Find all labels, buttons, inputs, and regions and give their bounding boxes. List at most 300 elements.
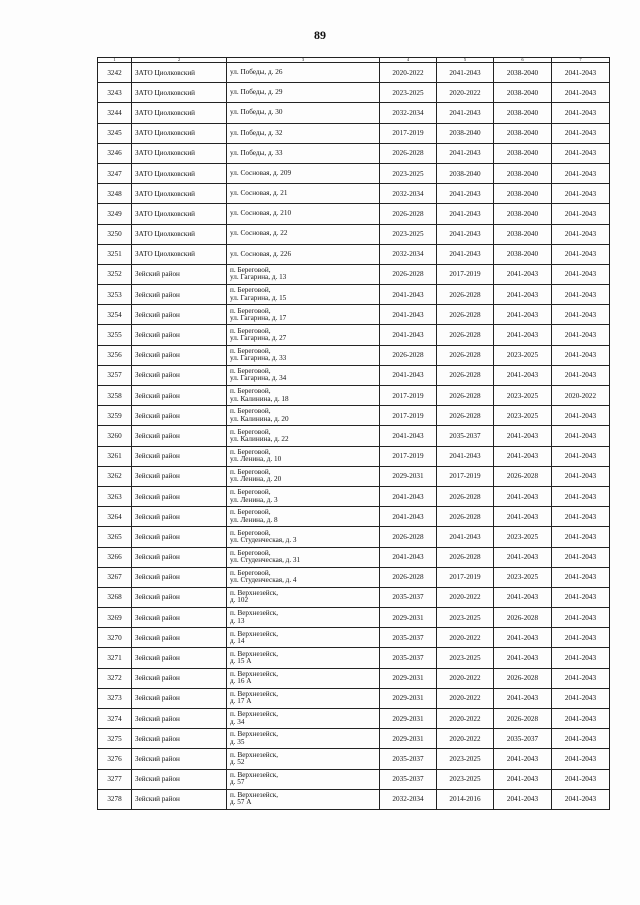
period-cell: 2026-2028	[494, 466, 552, 486]
row-number: 3268	[98, 587, 132, 607]
period-cell: 2041-2043	[494, 325, 552, 345]
period-cell: 2041-2043	[552, 305, 610, 325]
period-cell: 2041-2043	[552, 749, 610, 769]
table-row	[98, 587, 610, 607]
address-cell	[227, 446, 380, 466]
row-number: 3275	[98, 729, 132, 749]
period-cell: 2029-2031	[380, 688, 437, 708]
district-cell: Зейский район	[132, 547, 227, 567]
period-cell: 2017-2019	[437, 466, 494, 486]
address-line: ул. Студенческая, д. 3	[230, 535, 297, 544]
district-cell: ЗАТО Циолковский	[132, 224, 227, 244]
period-cell: 2041-2043	[494, 749, 552, 769]
address-line: д. 13	[230, 616, 245, 625]
period-cell: 2041-2043	[552, 224, 610, 244]
table-row	[98, 648, 610, 668]
address-cell	[227, 527, 380, 547]
period-cell: 2017-2019	[380, 123, 437, 143]
district-cell: Зейский район	[132, 567, 227, 587]
row-number: 3248	[98, 184, 132, 204]
row-number: 3254	[98, 305, 132, 325]
period-cell: 2038-2040	[494, 184, 552, 204]
table-row	[98, 547, 610, 567]
registry-table	[97, 57, 610, 810]
address-line: п. Верхнезейск,	[230, 649, 279, 658]
period-cell: 2041-2043	[552, 486, 610, 506]
period-cell: 2038-2040	[494, 83, 552, 103]
row-number: 3264	[98, 507, 132, 527]
address-line: п. Верхнезейск,	[230, 669, 279, 678]
address-line: п. Верхнезейск,	[230, 710, 279, 719]
row-number: 3251	[98, 244, 132, 264]
address-cell	[227, 365, 380, 385]
address-line: д. 17 А	[230, 697, 252, 706]
column-number: 6	[494, 58, 552, 63]
column-number: 1	[98, 58, 132, 63]
address-cell	[227, 749, 380, 769]
table-row	[98, 608, 610, 628]
address-line: п. Береговой,	[230, 407, 271, 416]
period-cell: 2041-2043	[380, 365, 437, 385]
address-cell	[227, 567, 380, 587]
address-cell	[227, 668, 380, 688]
district-cell: Зейский район	[132, 769, 227, 789]
row-number: 3253	[98, 285, 132, 305]
period-cell: 2041-2043	[552, 163, 610, 183]
column-number: 2	[132, 58, 227, 63]
address-line: п. Верхнезейск,	[230, 609, 279, 618]
row-number: 3242	[98, 63, 132, 83]
period-cell: 2041-2043	[494, 769, 552, 789]
address-line: ул. Гагарина, д. 34	[230, 374, 287, 383]
address-cell	[227, 244, 380, 264]
period-cell: 2026-2028	[437, 365, 494, 385]
period-cell: 2023-2025	[494, 527, 552, 547]
row-number: 3260	[98, 426, 132, 446]
period-cell: 2017-2019	[437, 567, 494, 587]
address-cell	[227, 386, 380, 406]
period-cell: 2017-2019	[380, 386, 437, 406]
address-line: ул. Калинина, д. 22	[230, 434, 289, 443]
period-cell: 2035-2037	[380, 648, 437, 668]
period-cell: 2041-2043	[552, 668, 610, 688]
table-row	[98, 325, 610, 345]
address-line: д. 15 А	[230, 657, 252, 666]
period-cell: 2041-2043	[552, 123, 610, 143]
address-line: ул. Ленина, д. 3	[230, 495, 278, 504]
period-cell: 2041-2043	[494, 305, 552, 325]
period-cell: 2041-2043	[494, 446, 552, 466]
period-cell: 2041-2043	[552, 567, 610, 587]
period-cell: 2041-2043	[437, 63, 494, 83]
address-line: п. Береговой,	[230, 508, 271, 517]
address-cell	[227, 184, 380, 204]
row-number: 3243	[98, 83, 132, 103]
address-line: п. Береговой,	[230, 528, 271, 537]
district-cell: Зейский район	[132, 729, 227, 749]
period-cell: 2026-2028	[437, 325, 494, 345]
table-row	[98, 285, 610, 305]
district-cell: Зейский район	[132, 608, 227, 628]
address-cell	[227, 486, 380, 506]
district-cell: Зейский район	[132, 709, 227, 729]
period-cell: 2023-2025	[494, 406, 552, 426]
row-number: 3258	[98, 386, 132, 406]
period-cell: 2041-2043	[552, 527, 610, 547]
district-cell: Зейский район	[132, 466, 227, 486]
address-line: п. Верхнезейск,	[230, 770, 279, 779]
period-cell: 2020-2022	[552, 386, 610, 406]
district-cell: Зейский район	[132, 386, 227, 406]
address-line: п. Береговой,	[230, 548, 271, 557]
row-number: 3270	[98, 628, 132, 648]
period-cell: 2023-2025	[380, 163, 437, 183]
period-cell: 2041-2043	[494, 587, 552, 607]
page-number: 89	[314, 28, 326, 42]
address-line: д. 14	[230, 636, 245, 645]
row-number: 3273	[98, 688, 132, 708]
address-cell	[227, 507, 380, 527]
address-cell	[227, 305, 380, 325]
period-cell: 2038-2040	[437, 163, 494, 183]
address-line: ул. Победы, д. 30	[230, 108, 283, 117]
address-line: д. 102	[230, 596, 249, 605]
address-line: п. Береговой,	[230, 568, 271, 577]
district-cell: Зейский район	[132, 325, 227, 345]
table-row	[98, 527, 610, 547]
period-cell: 2017-2019	[380, 446, 437, 466]
address-line: п. Береговой,	[230, 387, 271, 396]
district-cell: Зейский район	[132, 507, 227, 527]
row-number: 3265	[98, 527, 132, 547]
period-cell: 2041-2043	[552, 103, 610, 123]
district-cell: Зейский район	[132, 365, 227, 385]
period-cell: 2029-2031	[380, 709, 437, 729]
address-line: ул. Ленина, д. 8	[230, 515, 278, 524]
address-line: п. Береговой,	[230, 286, 271, 295]
period-cell: 2026-2028	[494, 668, 552, 688]
period-cell: 2041-2043	[437, 103, 494, 123]
period-cell: 2041-2043	[552, 709, 610, 729]
address-line: ул. Гагарина, д. 15	[230, 293, 287, 302]
period-cell: 2026-2028	[380, 204, 437, 224]
period-cell: 2023-2025	[437, 648, 494, 668]
district-cell: ЗАТО Циолковский	[132, 123, 227, 143]
period-cell: 2038-2040	[494, 204, 552, 224]
period-cell: 2032-2034	[380, 184, 437, 204]
address-line: п. Береговой,	[230, 326, 271, 335]
row-number: 3259	[98, 406, 132, 426]
period-cell: 2041-2043	[552, 688, 610, 708]
address-cell	[227, 63, 380, 83]
period-cell: 2041-2043	[494, 285, 552, 305]
period-cell: 2038-2040	[437, 123, 494, 143]
period-cell: 2041-2043	[552, 587, 610, 607]
district-cell: Зейский район	[132, 305, 227, 325]
table-row	[98, 567, 610, 587]
period-cell: 2041-2043	[380, 486, 437, 506]
period-cell: 2014-2016	[437, 789, 494, 809]
period-cell: 2029-2031	[380, 466, 437, 486]
address-line: п. Верхнезейск,	[230, 791, 279, 800]
period-cell: 2020-2022	[437, 83, 494, 103]
address-cell	[227, 709, 380, 729]
period-cell: 2041-2043	[552, 426, 610, 446]
period-cell: 2041-2043	[494, 426, 552, 446]
period-cell: 2035-2037	[380, 587, 437, 607]
row-number: 3261	[98, 446, 132, 466]
address-line: ул. Сосновая, д. 209	[230, 168, 292, 177]
period-cell: 2023-2025	[380, 224, 437, 244]
row-number: 3277	[98, 769, 132, 789]
period-cell: 2023-2025	[494, 386, 552, 406]
period-cell: 2041-2043	[437, 244, 494, 264]
period-cell: 2038-2040	[494, 143, 552, 163]
period-cell: 2023-2025	[437, 749, 494, 769]
district-cell: Зейский район	[132, 789, 227, 809]
period-cell: 2041-2043	[437, 446, 494, 466]
period-cell: 2026-2028	[437, 406, 494, 426]
address-cell	[227, 345, 380, 365]
period-cell: 2041-2043	[552, 143, 610, 163]
period-cell: 2041-2043	[494, 507, 552, 527]
period-cell: 2041-2043	[552, 466, 610, 486]
table-row	[98, 224, 610, 244]
district-cell: Зейский район	[132, 426, 227, 446]
period-cell: 2017-2019	[380, 406, 437, 426]
period-cell: 2041-2043	[552, 608, 610, 628]
district-cell: Зейский район	[132, 345, 227, 365]
row-number: 3252	[98, 264, 132, 284]
period-cell: 2041-2043	[552, 63, 610, 83]
period-cell: 2035-2037	[494, 729, 552, 749]
address-line: д. 34	[230, 717, 245, 726]
period-cell: 2026-2028	[437, 507, 494, 527]
district-cell: Зейский район	[132, 406, 227, 426]
period-cell: 2041-2043	[437, 527, 494, 547]
period-cell: 2041-2043	[552, 628, 610, 648]
period-cell: 2041-2043	[552, 83, 610, 103]
address-line: п. Верхнезейск,	[230, 730, 279, 739]
period-cell: 2026-2028	[380, 567, 437, 587]
period-cell: 2026-2028	[380, 345, 437, 365]
period-cell: 2041-2043	[552, 285, 610, 305]
address-line: ул. Победы, д. 32	[230, 128, 283, 137]
period-cell: 2041-2043	[552, 769, 610, 789]
row-number: 3246	[98, 143, 132, 163]
period-cell: 2032-2034	[380, 244, 437, 264]
address-line: п. Верхнезейск,	[230, 750, 279, 759]
address-line: п. Береговой,	[230, 306, 271, 315]
district-cell: ЗАТО Циолковский	[132, 63, 227, 83]
address-line: д. 57 А	[230, 798, 252, 807]
address-cell	[227, 426, 380, 446]
period-cell: 2041-2043	[552, 325, 610, 345]
address-cell	[227, 547, 380, 567]
row-number: 3255	[98, 325, 132, 345]
period-cell: 2041-2043	[552, 446, 610, 466]
address-cell	[227, 285, 380, 305]
row-number: 3245	[98, 123, 132, 143]
address-line: п. Береговой,	[230, 367, 271, 376]
period-cell: 2020-2022	[437, 628, 494, 648]
district-cell: ЗАТО Циолковский	[132, 184, 227, 204]
period-cell: 2038-2040	[494, 123, 552, 143]
period-cell: 2041-2043	[380, 507, 437, 527]
period-cell: 2041-2043	[380, 285, 437, 305]
period-cell: 2041-2043	[494, 688, 552, 708]
address-line: ул. Гагарина, д. 13	[230, 273, 287, 282]
address-line: д. 35	[230, 737, 245, 746]
period-cell: 2038-2040	[494, 63, 552, 83]
address-line: ул. Студенческая, д. 31	[230, 556, 301, 565]
period-cell: 2041-2043	[494, 365, 552, 385]
table-row	[98, 688, 610, 708]
table-row	[98, 63, 610, 83]
table-row	[98, 264, 610, 284]
address-line: п. Береговой,	[230, 266, 271, 275]
period-cell: 2041-2043	[552, 547, 610, 567]
period-cell: 2041-2043	[552, 729, 610, 749]
period-cell: 2023-2025	[437, 769, 494, 789]
address-line: п. Верхнезейск,	[230, 589, 279, 598]
period-cell: 2041-2043	[380, 547, 437, 567]
period-cell: 2041-2043	[380, 426, 437, 446]
period-cell: 2029-2031	[380, 668, 437, 688]
address-line: ул. Студенческая, д. 4	[230, 576, 297, 585]
table-row	[98, 103, 610, 123]
table-row	[98, 466, 610, 486]
table-row	[98, 668, 610, 688]
period-cell: 2026-2028	[437, 547, 494, 567]
period-cell: 2041-2043	[437, 224, 494, 244]
table-row	[98, 345, 610, 365]
table-row	[98, 628, 610, 648]
period-cell: 2035-2037	[437, 426, 494, 446]
address-line: п. Береговой,	[230, 447, 271, 456]
period-cell: 2041-2043	[380, 325, 437, 345]
address-cell	[227, 83, 380, 103]
table-row	[98, 244, 610, 264]
address-line: ул. Гагарина, д. 33	[230, 354, 287, 363]
period-cell: 2041-2043	[437, 184, 494, 204]
period-cell: 2041-2043	[552, 184, 610, 204]
period-cell: 2041-2043	[494, 648, 552, 668]
table-row	[98, 365, 610, 385]
period-cell: 2020-2022	[437, 709, 494, 729]
district-cell: Зейский район	[132, 527, 227, 547]
row-number: 3244	[98, 103, 132, 123]
address-cell	[227, 688, 380, 708]
district-cell: Зейский район	[132, 446, 227, 466]
column-number: 7	[552, 58, 610, 63]
row-number: 3266	[98, 547, 132, 567]
address-line: ул. Ленина, д. 20	[230, 475, 282, 484]
district-cell: Зейский район	[132, 285, 227, 305]
address-cell	[227, 224, 380, 244]
table-row	[98, 83, 610, 103]
period-cell: 2032-2034	[380, 103, 437, 123]
period-cell: 2023-2025	[437, 608, 494, 628]
table-row	[98, 123, 610, 143]
table-row	[98, 769, 610, 789]
address-cell	[227, 163, 380, 183]
period-cell: 2020-2022	[437, 729, 494, 749]
column-number: 3	[227, 58, 380, 63]
period-cell: 2041-2043	[552, 365, 610, 385]
period-cell: 2041-2043	[552, 406, 610, 426]
address-line: п. Береговой,	[230, 346, 271, 355]
table-row	[98, 749, 610, 769]
district-cell: ЗАТО Циолковский	[132, 143, 227, 163]
address-line: ул. Сосновая, д. 210	[230, 209, 292, 218]
period-cell: 2026-2028	[494, 608, 552, 628]
table-row	[98, 789, 610, 809]
address-line: ул. Калинина, д. 20	[230, 414, 289, 423]
address-line: д. 52	[230, 757, 245, 766]
district-cell: Зейский район	[132, 486, 227, 506]
table-row	[98, 426, 610, 446]
address-cell	[227, 264, 380, 284]
address-line: п. Верхнезейск,	[230, 690, 279, 699]
period-cell: 2026-2028	[437, 386, 494, 406]
period-cell: 2041-2043	[494, 628, 552, 648]
table-row	[98, 143, 610, 163]
period-cell: 2035-2037	[380, 769, 437, 789]
row-number: 3274	[98, 709, 132, 729]
period-cell: 2041-2043	[494, 264, 552, 284]
period-cell: 2041-2043	[494, 789, 552, 809]
district-cell: ЗАТО Циолковский	[132, 244, 227, 264]
table-row	[98, 729, 610, 749]
address-cell	[227, 608, 380, 628]
address-line: ул. Ленина, д. 10	[230, 455, 282, 464]
address-line: ул. Гагарина, д. 27	[230, 334, 287, 343]
address-cell	[227, 123, 380, 143]
row-number: 3262	[98, 466, 132, 486]
period-cell: 2023-2025	[380, 83, 437, 103]
address-cell	[227, 729, 380, 749]
district-cell: Зейский район	[132, 628, 227, 648]
address-cell	[227, 204, 380, 224]
table-row	[98, 163, 610, 183]
row-number: 3271	[98, 648, 132, 668]
address-cell	[227, 406, 380, 426]
period-cell: 2017-2019	[437, 264, 494, 284]
period-cell: 2026-2028	[437, 486, 494, 506]
period-cell: 2041-2043	[552, 204, 610, 224]
table-row	[98, 406, 610, 426]
period-cell: 2038-2040	[494, 163, 552, 183]
period-cell: 2029-2031	[380, 608, 437, 628]
period-cell: 2035-2037	[380, 749, 437, 769]
period-cell: 2026-2028	[380, 527, 437, 547]
district-cell: ЗАТО Циолковский	[132, 83, 227, 103]
period-cell: 2041-2043	[552, 507, 610, 527]
period-cell: 2041-2043	[552, 345, 610, 365]
period-cell: 2041-2043	[552, 648, 610, 668]
row-number: 3249	[98, 204, 132, 224]
address-cell	[227, 143, 380, 163]
period-cell: 2023-2025	[494, 345, 552, 365]
table-row	[98, 305, 610, 325]
address-line: ул. Сосновая, д. 226	[230, 249, 292, 258]
table-row	[98, 507, 610, 527]
address-cell	[227, 587, 380, 607]
district-cell: Зейский район	[132, 668, 227, 688]
address-line: ул. Калинина, д. 18	[230, 394, 289, 403]
table-row	[98, 386, 610, 406]
